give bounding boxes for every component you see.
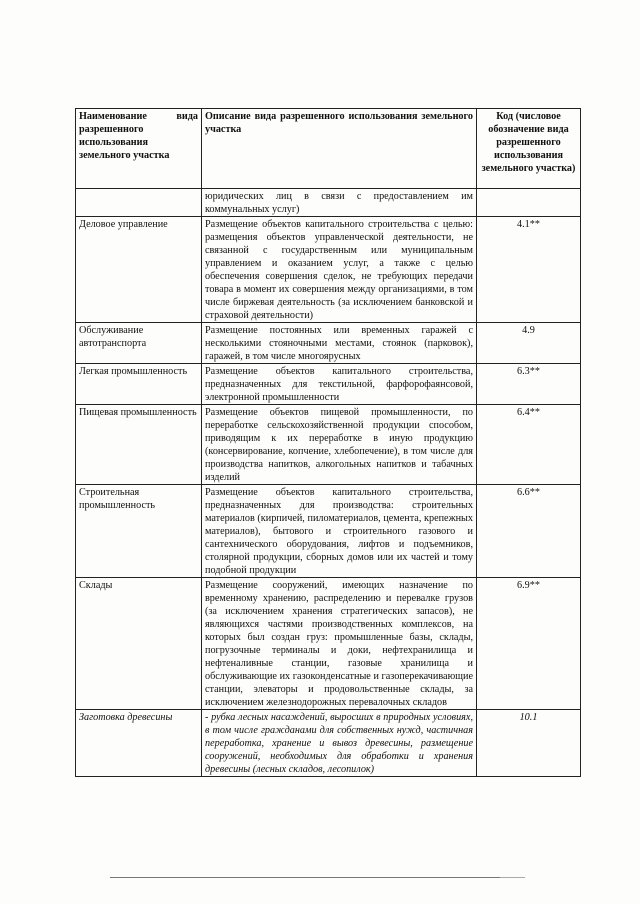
table-row xyxy=(76,485,581,578)
row-code: 6.4** xyxy=(477,405,581,485)
row-description: Размещение объектов пищевой промышленности, по переработке сельскохозяйственной продукции способом, приводящим к их переработке в иную продукцию (консервирование, копчение, хлебопечение), в том числе для производства напитков, алкогольных напитков и табачных изделий xyxy=(202,405,477,485)
row-code xyxy=(477,189,581,217)
table-row xyxy=(76,710,581,777)
header-description: Описание вида разрешенного использования земельного участка xyxy=(202,109,477,189)
row-code: 6.6** xyxy=(477,485,581,578)
row-code: 6.3** xyxy=(477,364,581,405)
row-name xyxy=(76,189,202,217)
row-description: Размещение объектов капитального строительства, предназначенных для текстильной, фарфорофаянсовой, электронной промышленности xyxy=(202,364,477,405)
row-description: Размещение объектов капитального строительства, предназначенных для производства: строительных материалов (кирпичей, пиломатериалов, цемента, крепежных материалов), бытового и строительного газового и сантехнического оборудования, лифтов и подъемников, столярной продукции, сборных домов или их частей и тому подобной продукции xyxy=(202,485,477,578)
page-bottom-rule xyxy=(110,877,500,878)
row-name: Строительная промышленность xyxy=(76,485,202,578)
page-bottom-rule-tail xyxy=(500,877,525,878)
table-header-row xyxy=(76,109,581,189)
row-description: - рубка лесных насаждений, выросших в природных условиях, в том числе гражданами для собственных нужд, частичная переработка, хранение и вывоз древесины, размещение сооружений, необходимых для обработки и хранения древесины (лесных складов, лесопилок) xyxy=(202,710,477,777)
table-row xyxy=(76,189,581,217)
row-description: Размещение объектов капитального строительства с целью: размещения объектов управленческой деятельности, не связанной с государственным или муниципальным управлением и оказанием услуг, а также с целью обеспечения совершения сделок, не требующих передачи товара в момент их совершения между организациями, в том числе биржевая деятельность (за исключением банковской и страховой деятельности) xyxy=(202,217,477,323)
row-description: Размещение постоянных или временных гаражей с несколькими стояночными местами, стоянок (парковок), гаражей, в том числе многоярусных xyxy=(202,323,477,364)
row-code: 10.1 xyxy=(477,710,581,777)
header-name: Наименование вида разрешенного использования земельного участка xyxy=(76,109,202,189)
row-code: 4.1** xyxy=(477,217,581,323)
table-row xyxy=(76,217,581,323)
row-code: 4.9 xyxy=(477,323,581,364)
header-code: Код (числовое обозначение вида разрешенного использования земельного участка) xyxy=(477,109,581,189)
table-row xyxy=(76,323,581,364)
row-description: Размещение сооружений, имеющих назначение по временному хранению, распределению и перевалке грузов (за исключением хранения стратегических запасов), не являющихся частями производственных комплексов, на которых был создан груз: промышленные базы, склады, погрузочные терминалы и доки, нефтехранилища и нефтеналивные станции, газовые хранилища и обслуживающие их газоконденсатные и газоперекачивающие станции, элеваторы и продовольственные склады, за исключением железнодорожных перевалочных складов xyxy=(202,578,477,710)
table-row xyxy=(76,405,581,485)
row-name: Обслуживание автотранспорта xyxy=(76,323,202,364)
row-name: Пищевая промышленность xyxy=(76,405,202,485)
table-row xyxy=(76,578,581,710)
row-description: юридических лиц в связи с предоставлением им коммунальных услуг) xyxy=(202,189,477,217)
row-name: Склады xyxy=(76,578,202,710)
row-name: Заготовка древесины xyxy=(76,710,202,777)
row-name: Легкая промышленность xyxy=(76,364,202,405)
row-code: 6.9** xyxy=(477,578,581,710)
table-row xyxy=(76,364,581,405)
land-use-table xyxy=(75,108,581,777)
row-name: Деловое управление xyxy=(76,217,202,323)
